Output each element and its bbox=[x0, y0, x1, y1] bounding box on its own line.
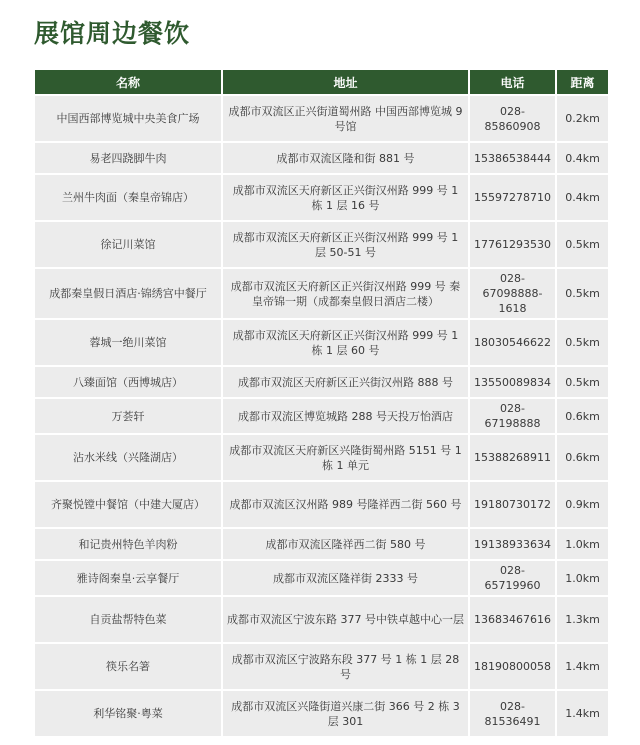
phone-cell: 028-85860908 bbox=[470, 96, 555, 141]
restaurant-name-cell: 齐聚悦镗中餐馆（中建大厦店） bbox=[35, 482, 221, 527]
restaurant-name-cell: 徐记川菜馆 bbox=[35, 222, 221, 267]
table-row bbox=[35, 529, 608, 559]
restaurant-name-cell: 万荟轩 bbox=[35, 399, 221, 433]
distance-cell: 0.5km bbox=[557, 367, 608, 397]
address-cell: 成都市双流区天府新区正兴街汉州路 999 号 1 栋 1 层 16 号 bbox=[223, 175, 468, 220]
phone-cell: 15388268911 bbox=[470, 435, 555, 480]
phone-cell: 17761293530 bbox=[470, 222, 555, 267]
header-name: 名称 bbox=[35, 70, 221, 94]
restaurant-name-cell: 中国西部博览城中央美食广场 bbox=[35, 96, 221, 141]
restaurant-name-cell: 易老四跷脚牛肉 bbox=[35, 143, 221, 173]
distance-cell: 0.9km bbox=[557, 482, 608, 527]
phone-cell: 028-67098888-1618 bbox=[470, 269, 555, 318]
phone-cell: 19138933634 bbox=[470, 529, 555, 559]
phone-cell: 028-65719960 bbox=[470, 561, 555, 595]
address-cell: 成都市双流区隆祥街 2333 号 bbox=[223, 561, 468, 595]
restaurant-name-cell: 利华铭聚·粤菜 bbox=[35, 691, 221, 736]
table-row bbox=[35, 269, 608, 318]
distance-cell: 0.5km bbox=[557, 269, 608, 318]
table-row bbox=[35, 691, 608, 736]
address-cell: 成都市双流区隆祥西二街 580 号 bbox=[223, 529, 468, 559]
table-row bbox=[35, 143, 608, 173]
address-cell: 成都市双流区宁波东路 377 号中铁卓越中心一层 bbox=[223, 597, 468, 642]
address-cell: 成都市双流区博览城路 288 号天投万怡酒店 bbox=[223, 399, 468, 433]
distance-cell: 0.4km bbox=[557, 143, 608, 173]
restaurant-name-cell: 筷乐名箸 bbox=[35, 644, 221, 689]
table-row bbox=[35, 482, 608, 527]
distance-cell: 1.0km bbox=[557, 529, 608, 559]
table-row bbox=[35, 597, 608, 642]
address-cell: 成都市双流区天府新区正兴街汉州路 999 号 秦皇帝锦一期（成都秦皇假日酒店二楼） bbox=[223, 269, 468, 318]
phone-cell: 13683467616 bbox=[470, 597, 555, 642]
table-row bbox=[35, 435, 608, 480]
distance-cell: 0.4km bbox=[557, 175, 608, 220]
phone-cell: 13550089834 bbox=[470, 367, 555, 397]
header-phone: 电话 bbox=[470, 70, 555, 94]
address-cell: 成都市双流区正兴街道蜀州路 中国西部博览城 9 号馆 bbox=[223, 96, 468, 141]
restaurant-name-cell: 和记贵州特色羊肉粉 bbox=[35, 529, 221, 559]
page-title: 展馆周边餐饮 bbox=[34, 19, 191, 48]
distance-cell: 1.0km bbox=[557, 561, 608, 595]
table-row bbox=[35, 320, 608, 365]
table-row bbox=[35, 175, 608, 220]
address-cell: 成都市双流区隆和街 881 号 bbox=[223, 143, 468, 173]
address-cell: 成都市双流区汉州路 989 号隆祥西二街 560 号 bbox=[223, 482, 468, 527]
table-row bbox=[35, 96, 608, 141]
address-cell: 成都市双流区天府新区正兴街汉州路 888 号 bbox=[223, 367, 468, 397]
phone-cell: 028-81536491 bbox=[470, 691, 555, 736]
restaurant-name-cell: 兰州牛肉面（秦皇帝锦店） bbox=[35, 175, 221, 220]
phone-cell: 028-67198888 bbox=[470, 399, 555, 433]
distance-cell: 0.5km bbox=[557, 320, 608, 365]
restaurant-name-cell: 沾水米线（兴隆湖店） bbox=[35, 435, 221, 480]
restaurant-table bbox=[33, 68, 610, 738]
phone-cell: 18190800058 bbox=[470, 644, 555, 689]
phone-cell: 15386538444 bbox=[470, 143, 555, 173]
table-row bbox=[35, 222, 608, 267]
header-distance: 距离 bbox=[557, 70, 608, 94]
table-row bbox=[35, 561, 608, 595]
restaurant-name-cell: 蓉城一绝川菜馆 bbox=[35, 320, 221, 365]
table-row bbox=[35, 367, 608, 397]
restaurant-name-cell: 八臻面馆（西博城店） bbox=[35, 367, 221, 397]
distance-cell: 0.6km bbox=[557, 399, 608, 433]
distance-cell: 1.4km bbox=[557, 691, 608, 736]
restaurant-name-cell: 雅诗阁秦皇·云享餐厅 bbox=[35, 561, 221, 595]
distance-cell: 0.5km bbox=[557, 222, 608, 267]
header-address: 地址 bbox=[223, 70, 468, 94]
table-row bbox=[35, 399, 608, 433]
address-cell: 成都市双流区兴隆街道兴康二街 366 号 2 栋 3 层 301 bbox=[223, 691, 468, 736]
restaurant-name-cell: 成都秦皇假日酒店·锦绣宫中餐厅 bbox=[35, 269, 221, 318]
distance-cell: 1.3km bbox=[557, 597, 608, 642]
table-header-row bbox=[35, 70, 608, 94]
table-row bbox=[35, 644, 608, 689]
distance-cell: 0.2km bbox=[557, 96, 608, 141]
phone-cell: 19180730172 bbox=[470, 482, 555, 527]
restaurant-name-cell: 自贡盐帮特色菜 bbox=[35, 597, 221, 642]
distance-cell: 0.6km bbox=[557, 435, 608, 480]
phone-cell: 18030546622 bbox=[470, 320, 555, 365]
phone-cell: 15597278710 bbox=[470, 175, 555, 220]
address-cell: 成都市双流区天府新区正兴街汉州路 999 号 1 层 50-51 号 bbox=[223, 222, 468, 267]
address-cell: 成都市双流区天府新区正兴街汉州路 999 号 1 栋 1 层 60 号 bbox=[223, 320, 468, 365]
address-cell: 成都市双流区天府新区兴隆街蜀州路 5151 号 1 栋 1 单元 bbox=[223, 435, 468, 480]
distance-cell: 1.4km bbox=[557, 644, 608, 689]
address-cell: 成都市双流区宁波路东段 377 号 1 栋 1 层 28 号 bbox=[223, 644, 468, 689]
